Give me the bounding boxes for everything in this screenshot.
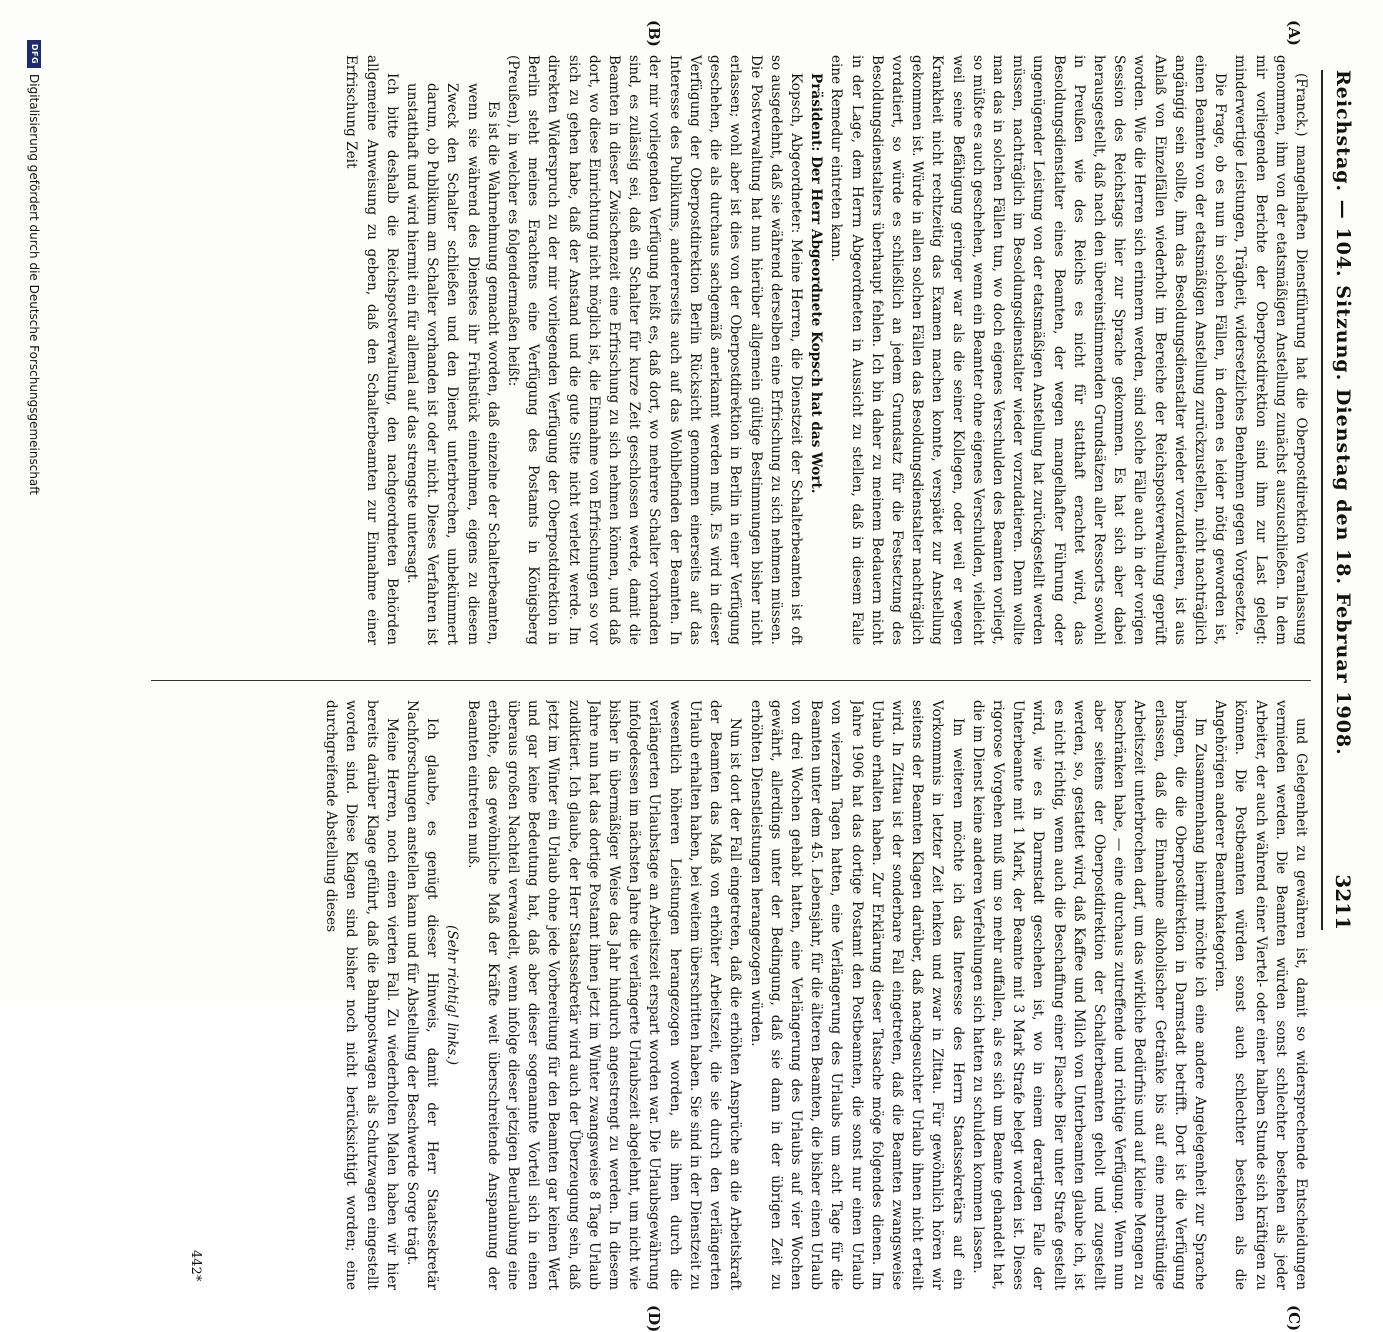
paragraph: Ich bitte deshalb die Reichspostverwaltung, den nachgeordneten Behörden allgemeine Anweisung zu geben, daß den Schalterbeamten zur Einnahme einer Erfrischung Zeit: [343, 55, 400, 645]
paragraph: (Franck.) mangelhaften Dienstführung hat die Oberpostdirektion Veranlassung genommen, ihm von der etatsmäßigen Anstellung zunächst auszuschließen. In dem mir vorliegenden Berichte der Oberpostdirektion sind ihm zur Last gelegt: minderwertige Leistungen, Trägheit, widersetzliches Benehmen gegen Vorgesetzte.: [1232, 55, 1309, 645]
digitization-note: Digitalisierung gefördert durch die Deutsche Forschungsgemeinschaft: [27, 74, 41, 496]
paragraph: Kopsch, Abgeordneter: Meine Herren, die Dienstzeit der Schalterbeamten ist oft so ausgedehnt, daß sie während derselben eine Erfrischung zu sich nehmen müssen. Die Postverwaltung hat nun hierüber allgemein gültige Bestimmungen bisher nicht erlassen; wohl aber ist dies von der Oberpostdirektion in Berlin in einer Verfügung geschehen, die als durchaus sachgemäß anerkannt werden muß. Es wird in dieser Verfügung der Oberpostdirektion Berlin Rücksicht genommen einerseits auf das Interesse des Publikums, andererseits auch auf das Wohlbefinden der Beamten. In der mir vorliegenden Verfügung heißt es, daß dort, wo mehrere Schalter vorhanden sind, es zulässig sei, daß ein Schalter für kurze Zeit geschlossen werde, damit die Beamten in dieser Zwischenzeit eine Erfrischung zu sich nehmen können, und daß dort, wo diese Einrichtung nicht möglich ist, die Einnahme von Erfrischungen so vor sich zu gehen habe, daß der Anstand und die gute Sitte nicht verletzt werde. Im direkten Widerspruch zu der mir vorliegenden Verfügung der Oberpostdirektion in Berlin steht meines Erachtens eine Verfügung des Postamts in Königsberg (Preußen), in welcher es folgendermaßen heißt:: [505, 55, 804, 645]
page-number: 3211: [1331, 874, 1355, 930]
margin-mark-b: (B): [645, 20, 663, 47]
margin-mark-a: (A): [1285, 20, 1303, 46]
paragraph: Im Zusammenhang hiermit möchte ich eine andere Angelegenheit zur Sprache bringen, die die Oberpostdirektion in Darmstadt betrifft. Dort ist die Verfügung erlassen, daß die Einnahme alkoholischer Getränke bis auf eine mehrstündige Arbeitszeit unterbrochen darf, um das wirkliche Bedürfnis und auf kleine Mengen zu beschränken habe, — eine durchaus zutreffende und richtige Verfügung. Wenn nun aber seitens der Oberpostdirektion der Schalterbeamten geholt und zugestellt werden, so, gestattet wird, daß Kaffee und Milch von Unterbeamten glaube ich, ist es nicht richtig, wenn auch die Beschaffung einer Flasche Bier unter Strafe gestellt wird, wie es in Darmstadt geschehen ist, wo in einem derartigen Falle der Unterbeamte mit 1 Mark, der Beamte mit 3 Mark Strafe belegt worden ist. Dieses rigorose Vorgehen muß um so mehr auffallen, als es sich um Beamte gehandelt hat, die im Dienst keine anderen Verfehlungen sich hatten zu schulden kommen lassen.: [969, 700, 1208, 1290]
right-text-column: [91, 700, 1311, 1290]
margin-mark-d: (D): [645, 1305, 663, 1332]
page-header: [1321, 70, 1363, 930]
paragraph: Ich glaube, es genügt dieser Hinweis, damit der Herr Staatssekretär Nachforschungen anstellen kann und für Abstellung der Beschwerde Sorge trägt.: [404, 700, 441, 1290]
paragraph: Die Frage, ob es nun in solchen Fällen, in denen es leider nötig geworden ist, einen Beamten von der etatsmäßigen Anstellung zurückzustellen, nicht nachträglich angängig sein sollte, ihm das Besoldungsdienstalter wieder vorzudatieren, ist aus Anlaß von Einzelfällen wiederholt im Bereiche der Reichspostverwaltung geprüft worden. Wie die Herren sich erinnern werden, sind solche Fälle auch in der vorigen Session des Reichstags hier zur Sprache gekommen. Es hat sich aber dabei herausgestellt, daß nach den übereinstimmenden Grundsätzen aller Ressorts sowohl in Preußen wie des Reichs es nicht für statthaft erachtet wird, das Besoldungsdienstalter eines Beamten, der wegen mangelhafter Führung oder ungenügender Leistung von der etatsmäßigen Anstellung hat zurückgestellt werden müssen, nachträglich im Besoldungsdienstalter wieder vorzudatieren. Denn wollte man das in solchen Fällen tun, wo doch eigenes Verschulden des Beamten vorliegt, so müßte es auch geschehen, wenn ein Beamter ohne eigenes Verschulden, vielleicht weil seine Befähigung geringer war als die seiner Kollegen, oder weil er wegen Krankheit nicht rechtzeitig das Examen machen konnte, verspätet zur Anstellung gekommen ist. Würde in allen solchen Fällen das Besoldungsdienstalter nachträglich vordatiert, so würde es schließlich an jedem Grundsatz für die Festsetzung des Besoldungsdienstalters überhaupt fehlen. Ich bin daher zu meinem Bedauern nicht in der Lage, dem Herrn Abgeordneten in Aussicht zu stellen, daß in diesem Falle eine Remedur eintreten kann.: [828, 55, 1229, 645]
paragraph: Im weiteren möchte ich das Interesse des Herrn Staatssekretärs auf ein Vorkommnis in letzter Zeit lenken und zwar in Zittau. Für gewöhnlich hören wir seitens der Beamten Klagen darüber, daß nachgesuchter Urlaub ihnen nicht erteilt wird. In Zittau ist der sonderbare Fall eingetreten, daß die Beamten zwangsweise Urlaub erhalten haben. Zur Erklärung dieser Tatsache möge folgendes dienen. Im Jahre 1906 hat das dortige Postamt den Postbeamten, die sonst nur einen Urlaub von vierzehn Tagen hatten, eine Verlängerung des Urlaubs um acht Tage für die Beamten unter dem 45. Lebensjahr, für die älteren Beamten, die bisher einen Urlaub von drei Wochen gehabt hatten, eine Verlängerung des Urlaubs auf vier Wochen gewährt, allerdings unter der Bedingung, daß sie dann in der übrigen Zeit zu erhöhten Dienstleistungen herangezogen würden.: [747, 700, 966, 1290]
paragraph: Meine Herren, noch einen vierten Fall. Zu wiederholten Malen haben wir hier bereits darüber Klage geführt, daß die Bahnpostwagen als Schutzwagen eingestellt worden sind. Diese Klagen sind bisher noch nicht berücksichtigt worden; eine durchgreifende Abstellung dieses: [323, 700, 400, 1290]
paragraph: und Gelegenheit zu gewähren ist, damit so widersprechende Entscheidungen vermieden werden. Die Beamten würden sonst schlechter bestehen als jeder Arbeiter, der auch während einer Viertel- oder einer halben Stunde sich kräftigen zu können. Die Postbeamten würden sonst auch schlechter bestehen als die Angehörigen anderer Beamtenkategorien.: [1212, 700, 1309, 1290]
page-title: Reichstag. — 104. Sitzung. Dienstag den 18. Februar 1908.: [1332, 70, 1354, 756]
column-divider: [151, 680, 1311, 681]
quoted-passage: Es ist die Wahrnehmung gemacht worden, daß einzelne der Schalterbeamten, wenn sie während des Dienstes ihr Frühstück einnehmen, eigens zu diesem Zweck den Schalter schließen und den Dienst unterbrechen, unbekümmert darum, ob Publikum am Schalter vorhanden ist oder nicht. Dieses Verfahren ist unstatthaft und wird hiermit ein für allemal auf das strengste untersagt.: [404, 83, 501, 645]
paragraph: Nun ist dort der Fall eingetreten, daß die erhöhten Ansprüche an die Arbeitskraft der Beamten das Maß von erhöhter Arbeitszeit, die sie durch den verlängerten Urlaub erhalten haben, bei weitem überschritten haben. Sie sind in der Dienstzeit zu wesentlich höheren Leistungen herangezogen worden, als ihnen durch die verlängerten Urlaubstage an Arbeitszeit erspart worden war. Die Urlaubsgewährung infolgedessen im nächsten Jahre die verlängerte Urlaubszeit abgelehnt, um nicht wie bisher in übermäßiger Weise das Jahr hindurch angestrengt zu werden. In diesem Jahre nun hat das dortige Postamt ihnen jetzt im Winter zwangsweise 8 Tage Urlaub zudiktiert. Ich glaube, der Herr Staatssekretär wird auch der Überzeugung sein, daß jetzt im Winter ein Urlaub ohne jede Vorbereitung für den Beamten gar keinen Wert und gar keine Bedeutung hat, daß aber dieser sogenannte Vorteil sich in einen überaus großen Nachteil verwandelt, wenn infolge dieser jetzigen Beurlaubung eine erhöhte, das gewöhnliche Maß der Kräfte weit überschreitende Anspannung der Beamten eintreten muß.: [464, 700, 744, 1290]
digitization-footer: [27, 40, 41, 960]
folio-mark: 442*: [188, 1250, 203, 1282]
interjection: (Sehr richtig! links.): [444, 924, 461, 1066]
dfg-logo: DFG: [27, 40, 41, 68]
margin-mark-c: (C): [1285, 1305, 1303, 1332]
speaker-line: Präsident: Der Herr Abgeordnete Kopsch hat das Wort.: [808, 73, 825, 494]
left-text-column: [91, 55, 1311, 645]
